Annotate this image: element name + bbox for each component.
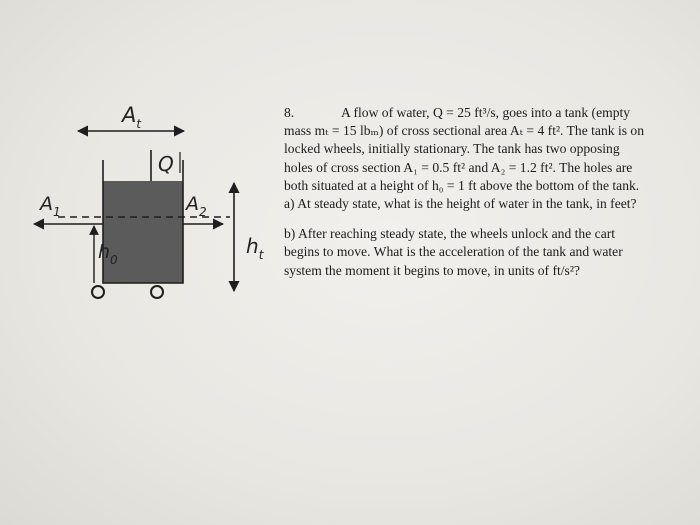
left-hole-label: $A_1$: [40, 193, 61, 219]
problem-line: holes of cross section A₁ = 0.5 ft² and A₂ = 1.2 ft². The holes are: [284, 159, 633, 175]
problem-line: b) After reaching steady state, the wheels unlock and the cart: [284, 226, 616, 242]
problem-line: locked wheels, initially stationary. The tank has two opposing: [284, 141, 620, 157]
question-b: [284, 225, 676, 280]
problem-text: [284, 104, 676, 280]
problem-line: mass mₜ = 15 lbₘ) of cross sectional area Aₜ = 4 ft². The tank is on: [284, 123, 645, 139]
tank-water: [103, 181, 183, 283]
problem-number: 8.: [284, 105, 295, 120]
question-a: a) At steady state, what is the height of water in the tank, in feet?: [284, 196, 637, 212]
problem-statement: [284, 104, 676, 213]
right-wheel: [151, 286, 163, 298]
flow-rate-label: Q: [158, 152, 174, 176]
problem-line: begins to move. What is the acceleration of the tank and water: [284, 244, 623, 260]
area-top-label: $A_t$: [122, 103, 142, 131]
problem-line: 8. A flow of water, Q = 25 ft³/s, goes into a tank (empty: [284, 104, 676, 122]
left-wheel: [92, 286, 104, 298]
water-height-label: $h_t$: [246, 234, 264, 262]
problem-line: both situated at a height of h₀ = 1 ft above the bottom of the tank.: [284, 177, 640, 193]
hole-height-label: $h_0$: [98, 241, 118, 267]
tank-diagram: [0, 0, 290, 330]
right-hole-label: $A_2$: [186, 193, 207, 219]
problem-line: system the moment it begins to move, in units of ft/s²?: [284, 262, 580, 278]
